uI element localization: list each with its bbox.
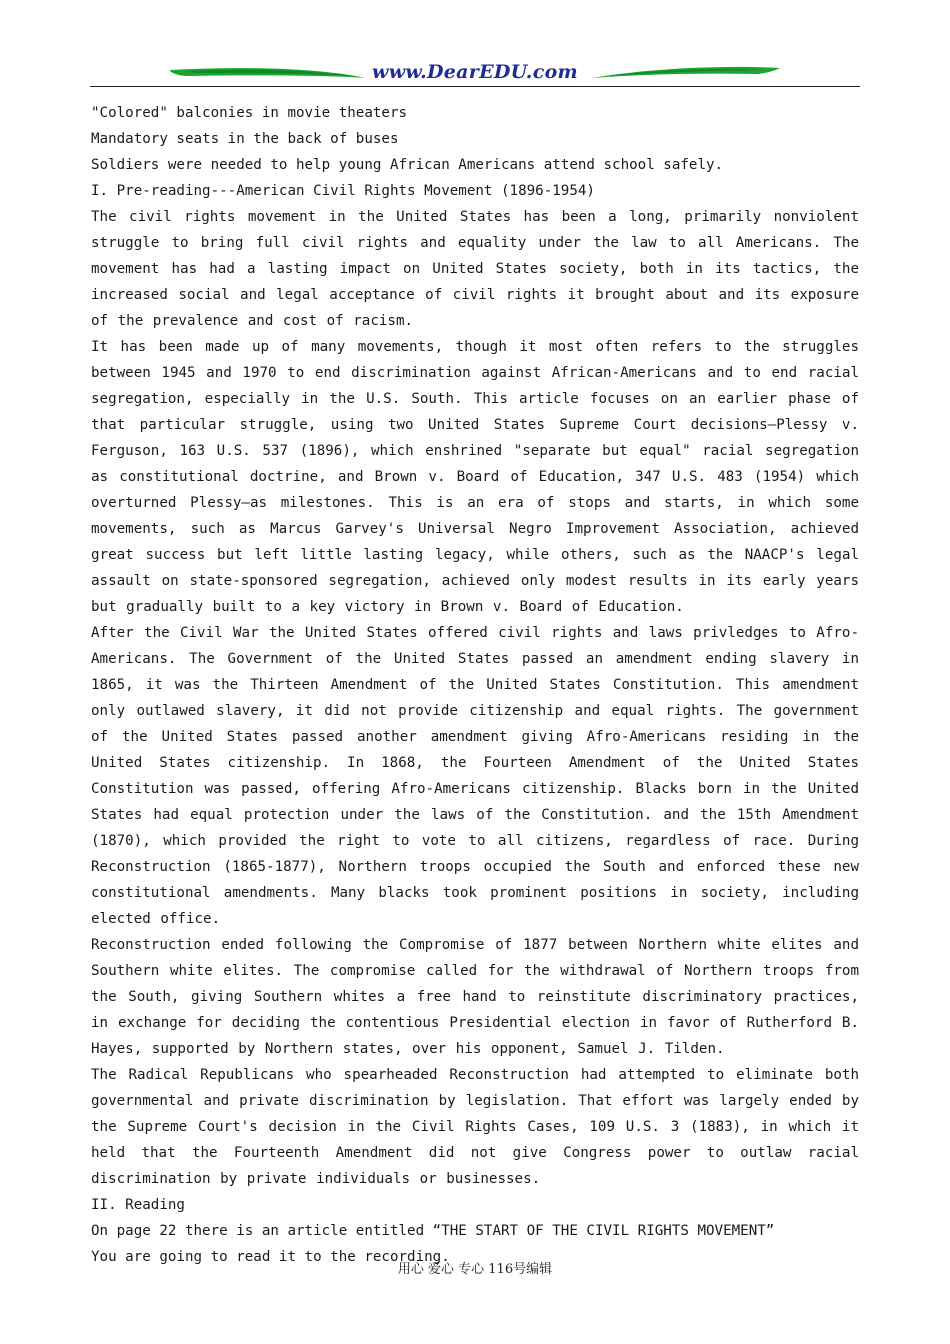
page-header: [90, 56, 860, 90]
text-line: On page 22 there is an article entitled “THE START OF THE CIVIL RIGHTS MOVEMENT”: [91, 1223, 775, 1239]
document-body: [91, 100, 859, 1270]
text-line: Mandatory seats in the back of buses: [91, 131, 399, 147]
paragraph: It has been made up of many movements, though it most often refers to the struggles between 1945 and 1970 to end discrimination against African-Americans and to end racial segregation, especially in the U.S. South. This article focuses on an earlier phase of that particular struggle, using two United States Supreme Court decisions—Plessy v. Ferguson, 163 U.S. 537 (1896), which enshrined "separate but equal" racial segregation as constitutional doctrine, and Brown v. Board of Education, 347 U.S. 483 (1954) which overturned Plessy—as milestones. This is an era of stops and starts, in which some movements, such as Marcus Garvey's Universal Negro Improvement Association, achieved great success but left little lasting legacy, while others, such as the NAACP's legal assault on state-sponsored segregation, achieved only modest results in its early years but gradually built to a key victory in Brown v. Board of Education.: [91, 339, 859, 615]
text-line: "Colored" balconies in movie theaters: [91, 105, 408, 121]
text-line: You are going to read it to the recording.: [91, 1249, 450, 1265]
paragraph: Reconstruction ended following the Compromise of 1877 between Northern white elites and Southern white elites. The compromise called for the withdrawal of Northern troops from the South, giving Southern whites a free hand to reinstitute discriminatory practices, in exchange for deciding the contentious Presidential election in favor of Rutherford B. Hayes, supported by Northern states, over his opponent, Samuel J. Tilden.: [91, 937, 859, 1057]
section-heading-reading: II. Reading: [91, 1197, 185, 1213]
paragraph: The Radical Republicans who spearheaded Reconstruction had attempted to eliminate both governmental and private discrimination by legislation. That effort was largely ended by the Supreme Court's decision in the Civil Rights Cases, 109 U.S. 3 (1883), in which it held that the Fourteenth Amendment did not give Congress power to outlaw racial discrimination by private individuals or businesses.: [91, 1067, 859, 1187]
site-logo[interactable]: www.DearEDU.com: [372, 61, 578, 83]
section-heading-pre-reading: I. Pre-reading---American Civil Rights Movement (1896-1954): [91, 183, 595, 199]
header-divider: [90, 86, 860, 87]
paragraph: The civil rights movement in the United States has been a long, primarily nonviolent struggle to bring full civil rights and equality under the law to all Americans. The movement has had a lasting impact on United States society, both in its tactics, the increased social and legal acceptance of civil rights it brought about and its exposure of the prevalence and cost of racism.: [91, 209, 859, 329]
page-footer: 用心 爱心 专心 116号编辑: [397, 1262, 553, 1277]
text-line: Soldiers were needed to help young African Americans attend school safely.: [91, 157, 724, 173]
paragraph: After the Civil War the United States offered civil rights and laws privledges to Afro-Americans. The Government of the United States passed an amendment ending slavery in 1865, it was the Thirteen Amendment of the United States Constitution. This amendment only outlawed slavery, it did not provide citizenship and equal rights. The government of the United States passed another amendment giving Afro-Americans residing in the United States citizenship. In 1868, the Fourteen Amendment of the United States Constitution was passed, offering Afro-Americans citizenship. Blacks born in the United States had equal protection under the laws of the Constitution. and the 15th Amendment (1870), which provided the right to vote to all citizens, regardless of race. During Reconstruction (1865-1877), Northern troops occupied the South and enforced these new constitutional amendments. Many blacks took prominent positions in society, including elected office.: [91, 625, 859, 927]
